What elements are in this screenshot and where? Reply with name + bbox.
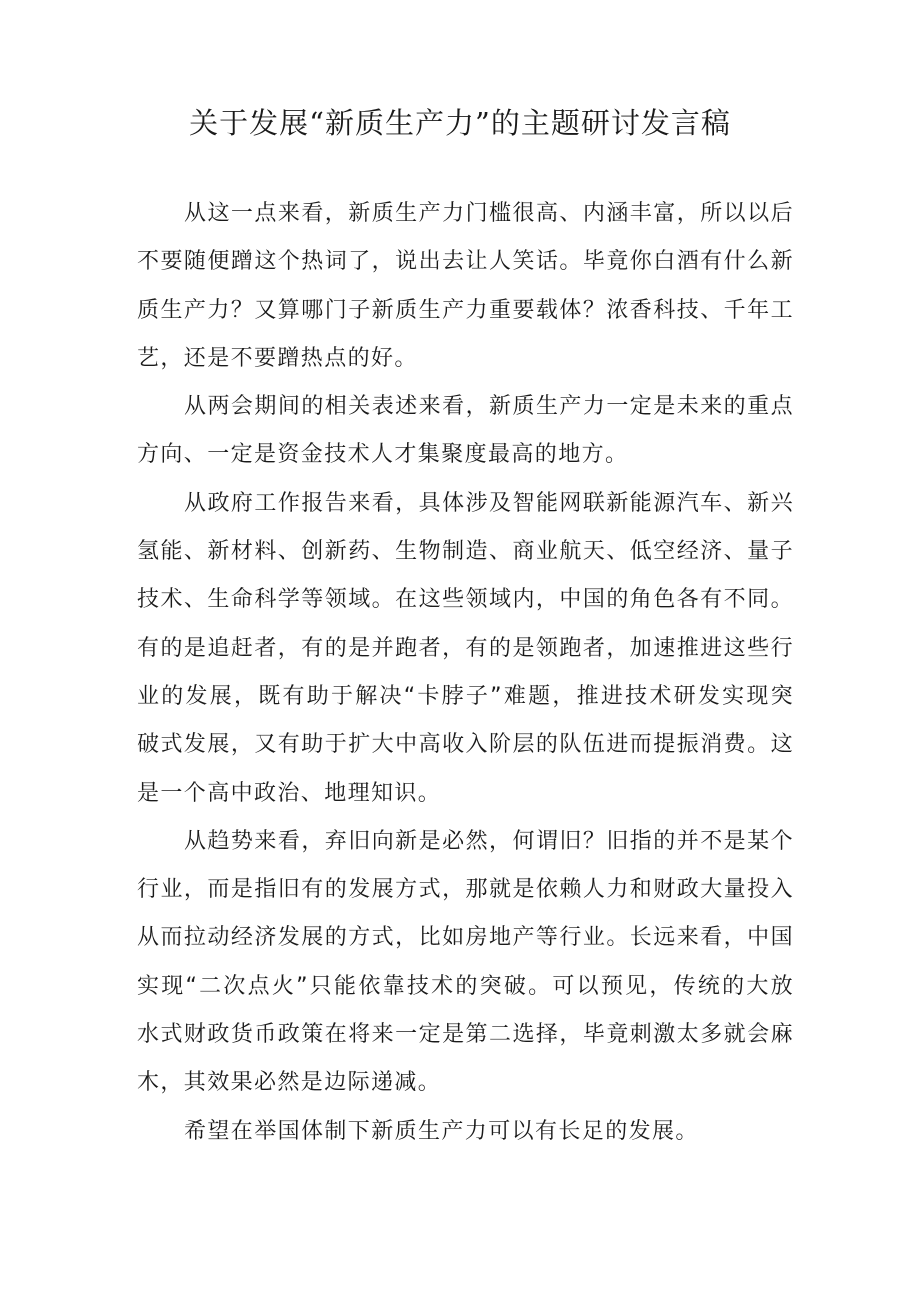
paragraph-3: 从政府工作报告来看，具体涉及智能网联新能源汽车、新兴氢能、新材料、创新药、生物制造、商业航天、低空经济、量子技术、生命科学等领域。在这些领域内，中国的角色各有不同。有的是追赶者，有的是并跑者，有的是领跑者，加速推进这些行业的发展，既有助于解决“卡脖子”难题，推进技术研发实现突破式发展，又有助于扩大中高收入阶层的队伍进而提振消费。这是一个高中政治、地理知识。	[137, 490, 794, 806]
paragraph-5: 希望在举国体制下新质生产力可以有长足的发展。	[184, 1118, 699, 1144]
paragraph-4: 从趋势来看，弃旧向新是必然，何谓旧？旧指的并不是某个行业，而是指旧有的发展方式，那就是依赖人力和财政大量投入从而拉动经济发展的方式，比如房地产等行业。长远来看，中国实现“二次点火”只能依靠技术的突破。可以预见，传统的大放水式财政货币政策在将来一定是第二选择，毕竟刺激太多就会麻木，其效果必然是边际递减。	[137, 828, 794, 1096]
document-body	[137, 190, 794, 1156]
paragraph-2: 从两会期间的相关表述来看，新质生产力一定是未来的重点方向、一定是资金技术人才集聚度最高的地方。	[137, 394, 794, 468]
document-title: 关于发展“新质生产力”的主题研讨发言稿	[189, 106, 731, 140]
paragraph-1: 从这一点来看，新质生产力门槛很高、内涵丰富，所以以后不要随便蹭这个热词了，说出去让人笑话。毕竟你白酒有什么新质生产力？又算哪门子新质生产力重要载体？浓香科技、千年工艺，还是不要蹭热点的好。	[137, 201, 794, 371]
